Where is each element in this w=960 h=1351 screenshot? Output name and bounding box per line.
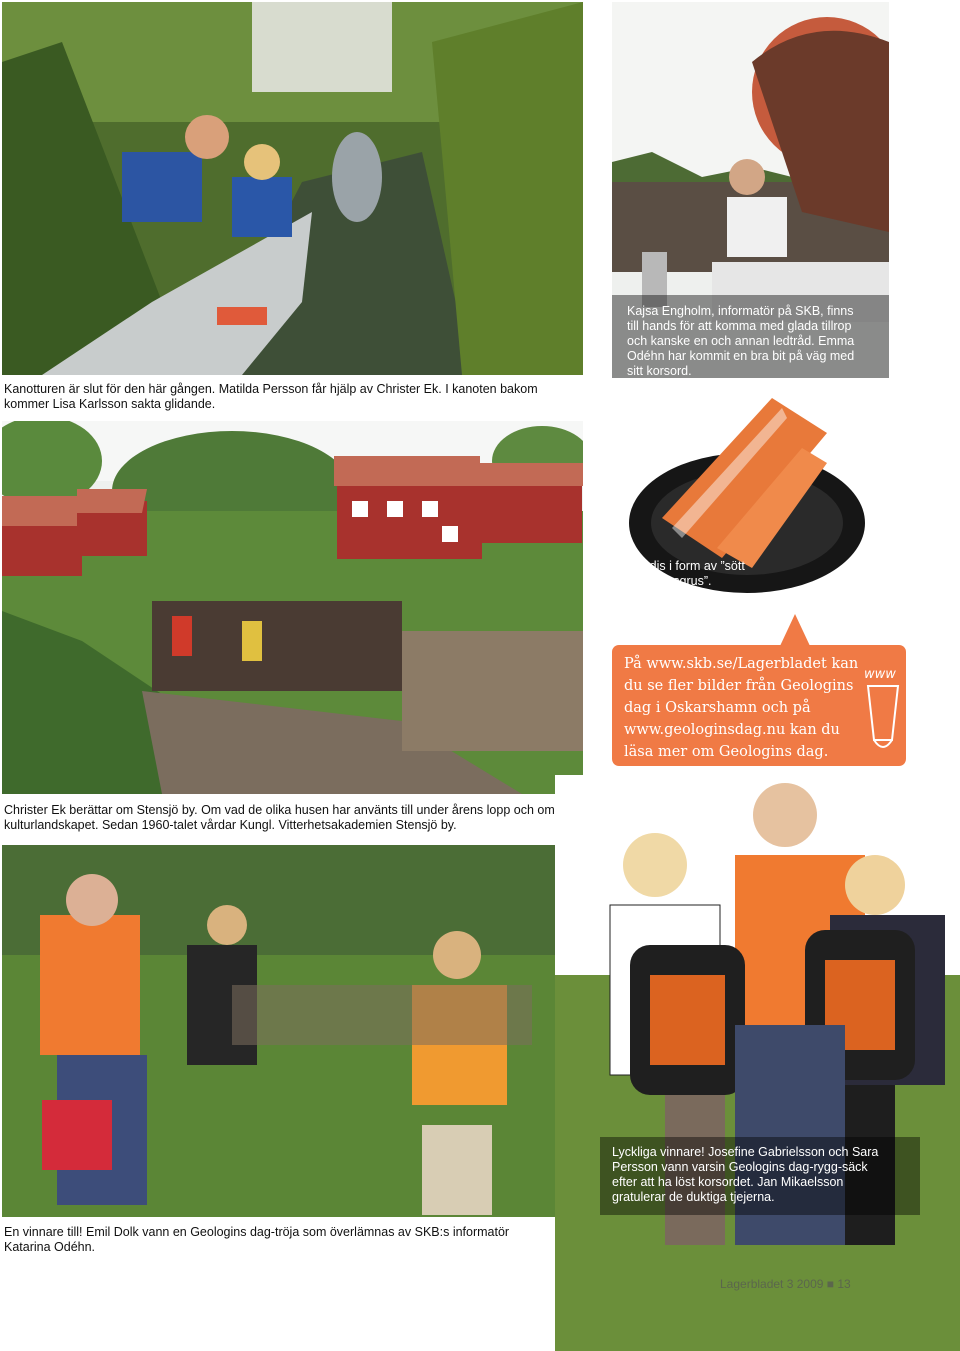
www-icon-label: www: [864, 667, 896, 682]
village-caption: Christer Ek berättar om Stensjö by. Om vad de olika husen har använts till under årens lopp och om kulturlandskapet. Sedan 1960-talet vårdar Kungl. Vitterhetsakademien Stensjö by.: [4, 803, 555, 832]
crossword-caption: Kajsa Engholm, informatör på SKB, finns till hands för att komma med glada tillrop och kanske en och annan ledtråd. Emma Odéhn har kommit en bra bit på väg med sitt korsord.: [627, 304, 855, 378]
winners-caption: Lyckliga vinnare! Josefine Gabrielsson och Sara Persson vann varsin Geologins dag-rygg-säck efter att ha löst korsordet. Jan Mikaelsson gratulerar de duktiga tjejerna.: [612, 1145, 879, 1204]
canoe-caption: Kanotturen är slut för den här gången. Matilda Persson får hjälp av Christer Ek. I kanoten bakom kommer Lisa Karlsson sakta glidande.: [4, 382, 538, 411]
village-photo: [2, 421, 583, 794]
shirt-caption: En vinnare till! Emil Dolk vann en Geologins dag-tröja som överlämnas av SKB:s informatör Katarina Odéhn.: [4, 1225, 510, 1254]
shirt-photo: [2, 845, 583, 1217]
callout-pointer: [780, 614, 810, 646]
winners-photo: [555, 775, 960, 1351]
candy-caption: Godis i form av ”sött rullstensgrus”.: [633, 559, 745, 588]
www-tube-icon: [862, 662, 904, 757]
canoe-photo: [2, 2, 583, 375]
callout-text: På www.skb.se/Lagerbladet kan du se fler bilder från Geologins dag i Oskarshamn och på www.geologinsdag.nu kan du läsa mer om Geologins dag.: [624, 656, 859, 760]
page-footer: Lagerbladet 3 2009 ■ 13: [720, 1277, 851, 1291]
